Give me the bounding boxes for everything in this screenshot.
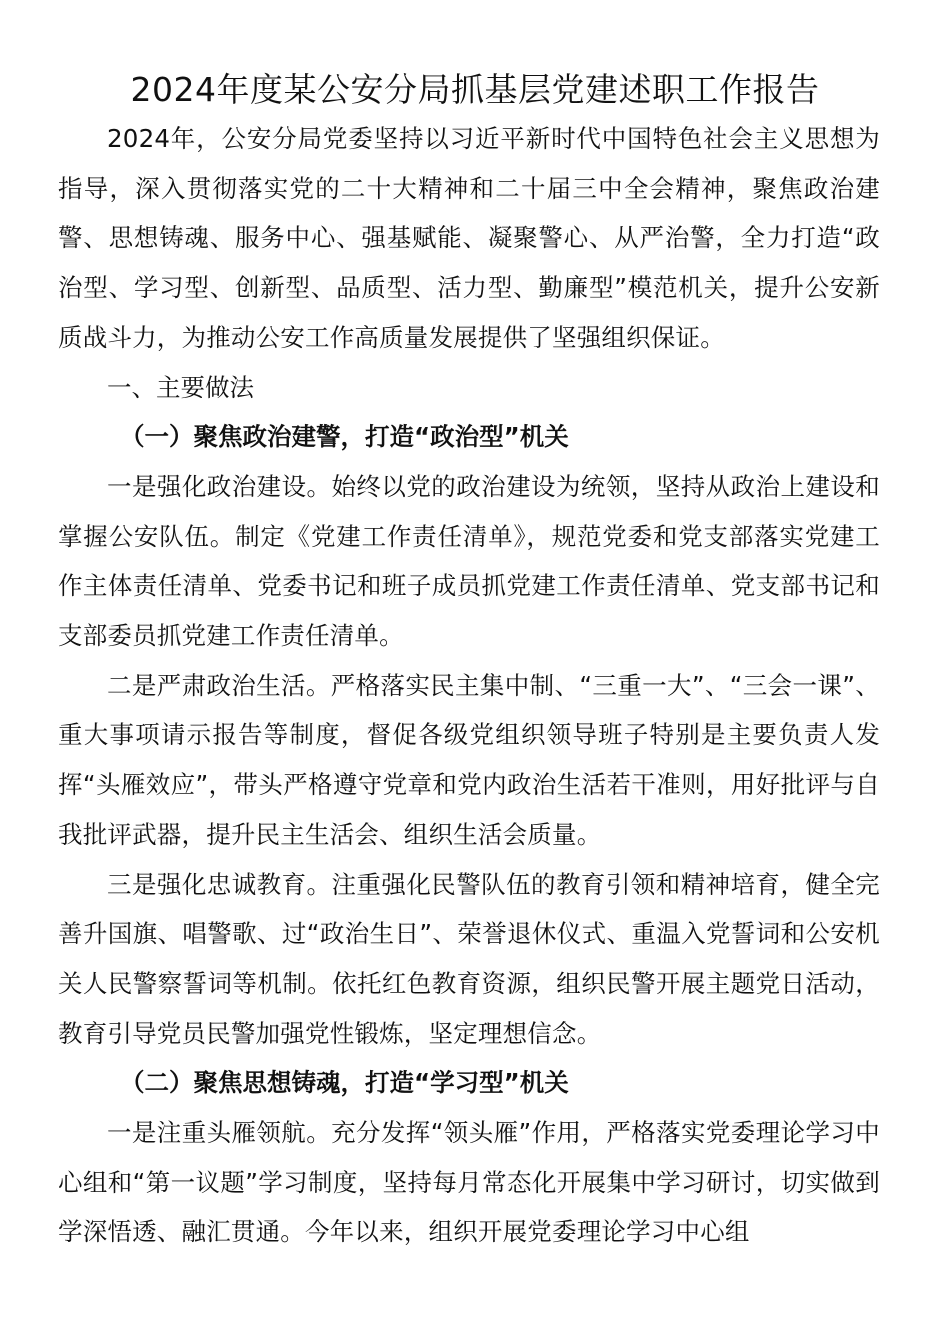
- paragraph-leading-goose: 一是注重头雁领航。充分发挥“领头雁”作用，严格落实党委理论学习中心组和“第一议题”学习制度，坚持每月常态化开展集中学习研讨，切实做到学深悟透、融汇贯通。今年以来，组织开展党委理论学习中心组: [58, 1118, 880, 1247]
- document-title: 2024年度某公安分局抓基层党建述职工作报告: [130, 70, 820, 109]
- intro-paragraph: 2024年，公安分局党委坚持以习近平新时代中国特色社会主义思想为指导，深入贯彻落实党的二十大精神和二十届三中全会精神，聚焦政治建警、思想铸魂、服务中心、强基赋能、凝聚警心、从严治警，全力打造“政治型、学习型、创新型、品质型、活力型、勤廉型”模范机关，提升公安新质战斗力，为推动公安工作高质量发展提供了坚强组织保证。: [58, 124, 880, 352]
- subsection-heading-political: （一）聚焦政治建警，打造“政治型”机关: [120, 422, 569, 452]
- subsection-heading-learning: （二）聚焦思想铸魂，打造“学习型”机关: [120, 1068, 569, 1098]
- paragraph-political-building: 一是强化政治建设。始终以党的政治建设为统领，坚持从政治上建设和掌握公安队伍。制定《党建工作责任清单》，规范党委和党支部落实党建工作主体责任清单、党委书记和班子成员抓党建工作责任清单、党支部书记和支部委员抓党建工作责任清单。: [58, 471, 880, 651]
- paragraph-loyalty-education: 三是强化忠诚教育。注重强化民警队伍的教育引领和精神培育，健全完善升国旗、唱警歌、过“政治生日”、荣誉退休仪式、重温入党誓词和公安机关人民警察誓词等机制。依托红色教育资源，组织民警开展主题党日活动，教育引导党员民警加强党性锻炼，坚定理想信念。: [58, 869, 880, 1048]
- document-body: [58, 114, 880, 1257]
- paragraph-political-life: 二是严肃政治生活。严格落实民主集中制、“三重一大”、“三会一课”、重大事项请示报告等制度，督促各级党组织领导班子特别是主要负责人发挥“头雁效应”，带头严格遵守党章和党内政治生活若干准则，用好批评与自我批评武器，提升民主生活会、组织生活会质量。: [58, 670, 880, 849]
- section-heading-main-practices: 一、主要做法: [107, 372, 254, 402]
